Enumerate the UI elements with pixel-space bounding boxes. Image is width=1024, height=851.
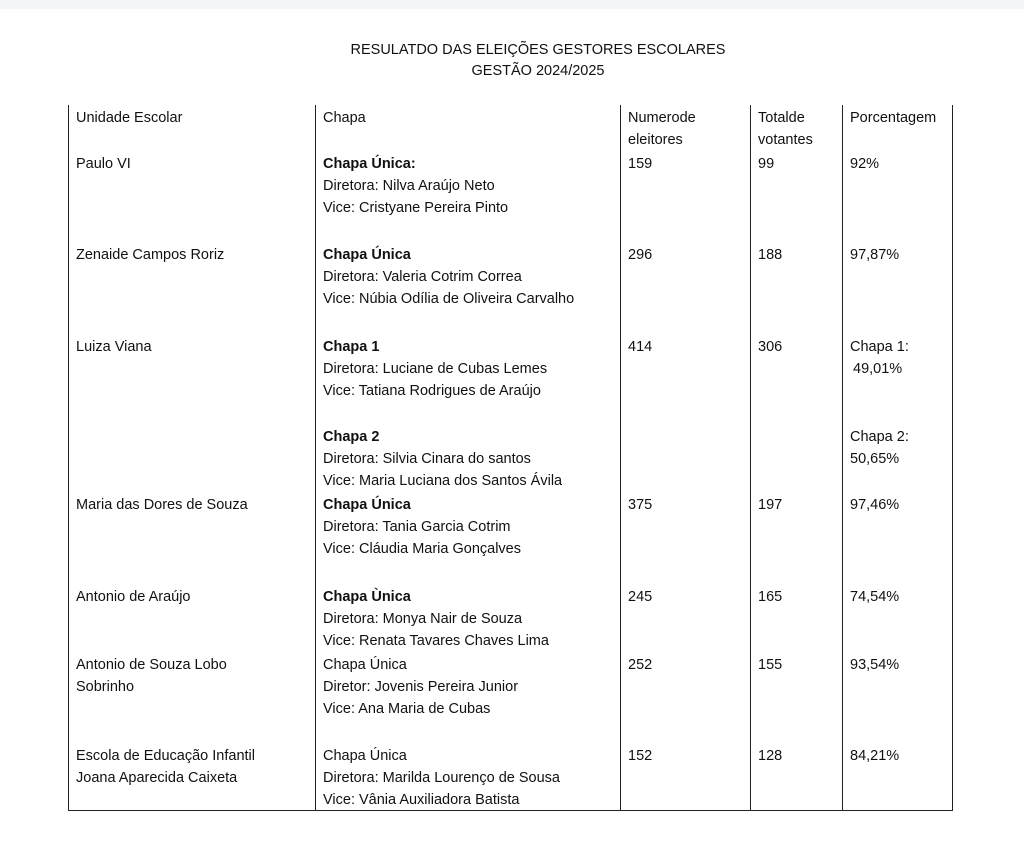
table-cell-votantes: 128 [758, 748, 783, 764]
header-votantes: Totalde votantes [758, 110, 813, 148]
table-cell-eleitores: 152 [628, 748, 653, 764]
table-cell-eleitores: 252 [628, 657, 653, 673]
header-chapa: Chapa [323, 110, 366, 126]
table-cell-votantes: 165 [758, 589, 783, 605]
table-cell-porcentagem: 92% [850, 156, 880, 172]
table-cell-votantes: 188 [758, 247, 783, 263]
table-cell-chapa: Chapa 1 Diretora: Luciane de Cubas Lemes Vice: Tatiana Rodrigues de Araújo [323, 339, 548, 399]
table-cell-eleitores: 414 [628, 339, 653, 355]
table-cell-unidade: Luiza Viana [76, 339, 152, 355]
top-strip [0, 0, 1024, 9]
table-cell-chapa: Chapa 2 Diretora: Silvia Cinara do santos Vice: Maria Luciana dos Santos Ávila [323, 429, 563, 489]
table-cell-chapa: Chapa Única: Diretora: Nilva Araújo Neto Vice: Cristyane Pereira Pinto [323, 156, 509, 216]
table-column-divider [315, 105, 316, 811]
table-cell-chapa: Chapa Única Diretora: Tania Garcia Cotrim Vice: Cláudia Maria Gonçalves [323, 497, 521, 557]
table-cell-porcentagem: Chapa 2: 50,65% [850, 429, 909, 467]
table-cell-porcentagem: 93,54% [850, 657, 900, 673]
table-cell-porcentagem: 74,54% [850, 589, 900, 605]
table-cell-unidade: Zenaide Campos Roriz [76, 247, 225, 263]
table-cell-votantes: 306 [758, 339, 783, 355]
table-cell-unidade: Paulo VI [76, 156, 131, 172]
table-cell-unidade: Maria das Dores de Souza [76, 497, 248, 513]
table-cell-votantes: 99 [758, 156, 775, 172]
table-border-left [68, 105, 69, 811]
table-cell-votantes: 155 [758, 657, 783, 673]
table-cell-eleitores: 375 [628, 497, 653, 513]
table-cell-unidade: Escola de Educação Infantil Joana Aparecida Caixeta [76, 748, 255, 786]
table-border-right [952, 105, 953, 811]
table-cell-unidade: Antonio de Souza Lobo Sobrinho [76, 657, 227, 695]
table-cell-chapa: Chapa Única Diretor: Jovenis Pereira Junior Vice: Ana Maria de Cubas [323, 657, 519, 717]
table-cell-unidade: Antonio de Araújo [76, 589, 191, 605]
header-eleitores: Numerode eleitores [628, 110, 696, 148]
table-cell-porcentagem: 97,46% [850, 497, 900, 513]
table-cell-porcentagem: 84,21% [850, 748, 900, 764]
header-unidade: Unidade Escolar [76, 110, 183, 126]
table-column-divider [620, 105, 621, 811]
table-cell-porcentagem: 97,87% [850, 247, 900, 263]
table-column-divider [750, 105, 751, 811]
table-cell-chapa: Chapa Única Diretora: Marilda Lourenço de Sousa Vice: Vânia Auxiliadora Batista [323, 748, 560, 808]
table-cell-porcentagem: Chapa 1: 49,01% [850, 339, 909, 377]
table-cell-chapa: Chapa Única Diretora: Valeria Cotrim Correa Vice: Núbia Odília de Oliveira Carvalho [323, 247, 575, 307]
header-porcentagem: Porcentagem [850, 110, 937, 126]
table-cell-eleitores: 296 [628, 247, 653, 263]
document-title: RESULATDO DAS ELEIÇÕES GESTORES ESCOLARES [350, 42, 726, 58]
table-cell-eleitores: 159 [628, 156, 653, 172]
table-cell-chapa: Chapa Ùnica Diretora: Monya Nair de Souza Vice: Renata Tavares Chaves Lima [323, 589, 549, 649]
document-subtitle: GESTÃO 2024/2025 [471, 63, 605, 79]
table-column-divider [842, 105, 843, 811]
table-cell-votantes: 197 [758, 497, 783, 513]
table-cell-eleitores: 245 [628, 589, 653, 605]
